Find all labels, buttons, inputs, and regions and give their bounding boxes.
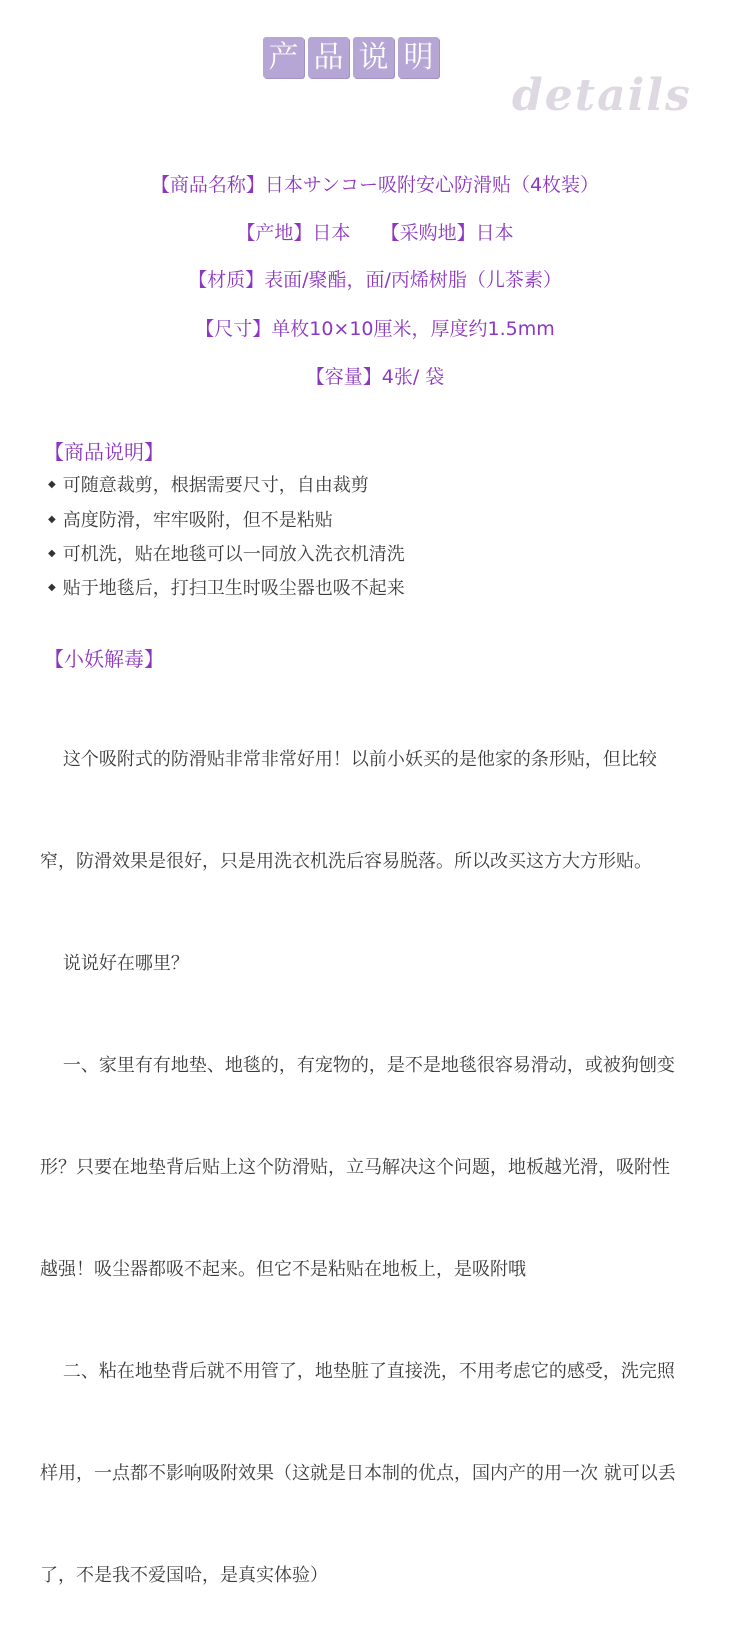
list-item xyxy=(48,471,369,497)
review-body xyxy=(40,675,720,1627)
diamond-bullet-icon: ◆ xyxy=(48,513,56,525)
list-item xyxy=(48,506,333,532)
description-heading: 【商品说明】 xyxy=(44,440,164,464)
list-item xyxy=(48,540,405,566)
review-line: 二、粘在地垫背后就不用管了，地垫脏了直接洗，不用考虑它的感受，洗完照 xyxy=(40,1361,675,1382)
review-line: 样用，一点都不影响吸附效果（这就是日本制的优点，国内产的用一次 就可以丢 xyxy=(40,1463,676,1484)
review-line: 这个吸附式的防滑贴非常非常好用！以前小妖买的是他家的条形贴，但比较 xyxy=(40,749,657,770)
product-material: 【材质】表面/聚酯，面/丙烯树脂（儿茶素） xyxy=(188,269,562,291)
review-line: 说说好在哪里？ xyxy=(40,953,189,974)
product-capacity: 【容量】4张/ 袋 xyxy=(305,366,445,388)
list-item-text: 高度防滑，牢牢吸附，但不是粘贴 xyxy=(62,510,333,531)
product-size: 【尺寸】单枚10×10厘米，厚度约1.5mm xyxy=(195,318,555,340)
diamond-bullet-icon: ◆ xyxy=(48,547,56,559)
review-line: 一、家里有有地垫、地毯的，有宠物的，是不是地毯很容易滑动，或被狗刨变 xyxy=(40,1055,675,1076)
review-line: 形？只要在地垫背后贴上这个防滑贴，立马解决这个问题，地板越光滑，吸附性 xyxy=(40,1157,670,1178)
review-line: 了，不是我不爱国哈，是真实体验） xyxy=(40,1565,328,1586)
diamond-bullet-icon: ◆ xyxy=(48,478,56,490)
list-item-text: 贴于地毯后，打扫卫生时吸尘器也吸不起来 xyxy=(62,578,405,599)
title-char: 明 xyxy=(398,37,439,78)
title-char: 说 xyxy=(353,37,394,78)
list-item-text: 可随意裁剪，根据需要尺寸，自由裁剪 xyxy=(62,475,369,496)
title-char: 产 xyxy=(263,37,304,78)
title-char: 品 xyxy=(308,37,349,78)
list-item-text: 可机洗，贴在地毯可以一同放入洗衣机清洗 xyxy=(62,544,405,565)
product-name: 【商品名称】日本サンコー吸附安心防滑贴（4枚装） xyxy=(150,174,600,196)
review-line: 窄，防滑效果是很好，只是用洗衣机洗后容易脱落。所以改买这方大方形贴。 xyxy=(40,851,652,872)
review-line: 越强！吸尘器都吸不起来。但它不是粘贴在地板上，是吸附哦 xyxy=(40,1259,526,1280)
details-subtitle: details xyxy=(512,70,692,121)
diamond-bullet-icon: ◆ xyxy=(48,581,56,593)
review-heading: 【小妖解毒】 xyxy=(44,647,164,671)
list-item xyxy=(48,574,405,600)
product-origin: 【产地】日本 【采购地】日本 xyxy=(236,222,514,244)
title-row xyxy=(263,37,439,78)
